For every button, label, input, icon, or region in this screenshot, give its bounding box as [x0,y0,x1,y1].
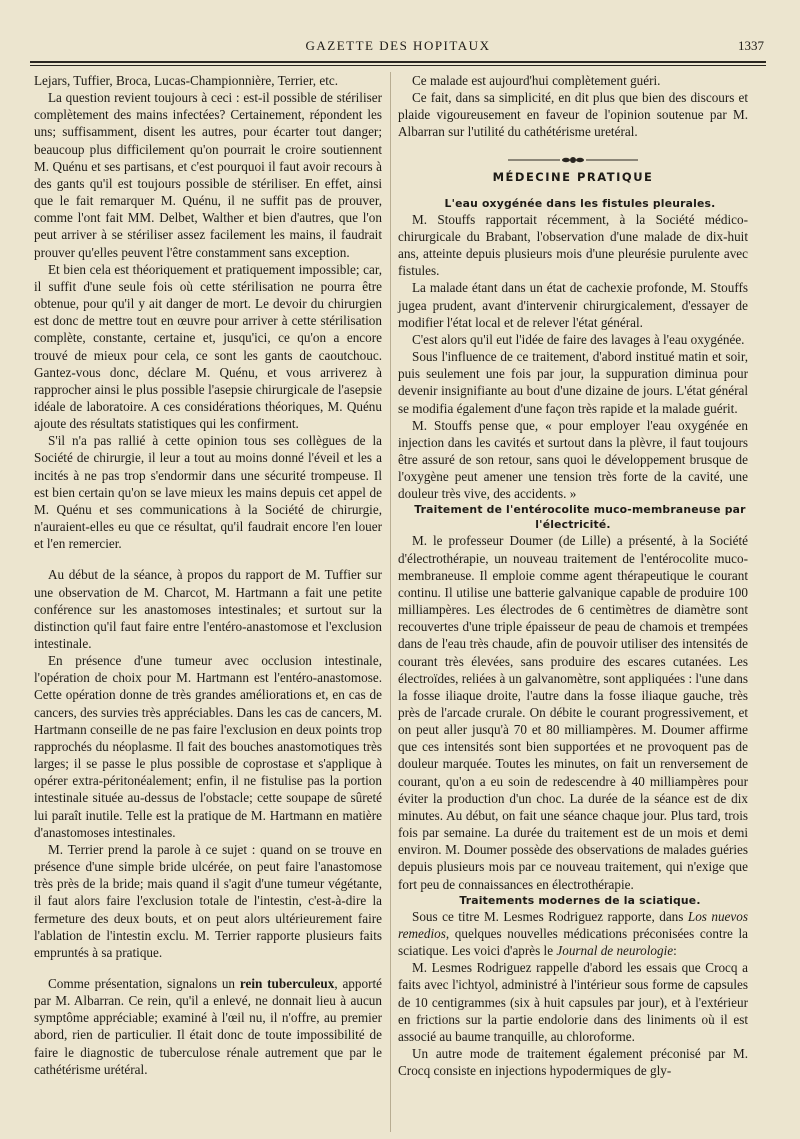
paragraph: Un autre mode de traitement également préconisé par M. Crocq consiste en injections hypodermiques de gly- [398,1045,748,1079]
italic-title: Journal de neurologie [556,943,674,959]
paragraph: Sous l'influence de ce traitement, d'abord institué matin et soir, puis seulement une fois par jour, la suppuration diminua pour devenir insignifiante au bout d'une dizaine de jours. L'état général se modifia également d'une façon très rapide et la malade guérit. [398,349,748,416]
paragraph: M. Stouffs pense que, « pour employer l'eau oxygénée en injection dans les cavités et surtout dans la plèvre, il faut toujours être assuré de son retour, sans quoi le développement brusque de l'oxygène peut amener une tension très forte de la cavité, une douleur très vive, des accidents. » [398,417,748,502]
text-run: : [673,943,677,959]
text-run: , quelques nouvelles médications préconisées contre la sciatique. Les voici d'après le [398,925,748,959]
paragraph: Et bien cela est théoriquement et pratiquement impossible; car, il suffit d'une seule fois où cette stérilisation ne pourra être obtenue, pour qu'il y ait danger de mort. Le devoir du chirurgien est donc de mettre tout en œuvre pour arriver à cette stérilisation complète, constante, certaine et, jusqu'ici, ce qu'on a encore trouvé de mieux pour cela, ce sont les gants de caoutchouc. Gantez-vous donc, déclare M. Quénu, et vous arriverez à rapprocher ainsi le plus possible l'asepsie chirurgicale de l'asepsie idéale de laboratoire. A ces considérations théoriques, M. Quénu ajoute des résultats statistiques qui les confirment. [34,261,382,432]
paragraph: S'il n'a pas rallié à cette opinion tous ses collègues de la Société de chirurgie, il leur a tout au moins donné l'éveil et les a incités à ne pas trop s'endormir dans une sécurité trompeuse. Il est bien certain qu'on se lave mieux les mains depuis cet appel de M. Quénu et ses communications à la Société de chirurgie, n'auraient-elles eu que ce résultat, qu'il faudrait encore l'en louer et l'en remercier. [34,433,382,552]
ornamental-rule [398,151,748,161]
paragraph: Au début de la séance, à propos du rapport de M. Tuffier sur une observation de M. Charcot, M. Hartmann a fait une petite conférence sur les anastomoses intestinales; et surtout sur la distinction qu'il faut faire entre l'entéro-anastomose et l'exclusion intestinale. [34,567,382,651]
paragraph: Ce fait, dans sa simplicité, en dit plus que bien des discours et plaide vigoureusement en faveur de l'opinion soutenue par M. Albarran sur l'utilité du cathétérisme uretéral. [398,90,748,140]
italic-title: Los nuevos remedios [398,908,748,941]
paragraph: Lejars, Tuffier, Broca, Lucas-Championnière, Terrier, etc. [34,73,339,88]
paragraph: En présence d'une tumeur avec occlusion intestinale, l'opération de choix pour M. Hartmann est l'entéro-anastomose. Cette opération donne de très grandes améliorations et, en cas de cancers, des survies très appréciables. Dans les cas de cancers, M. Hartmann conseille de ne pas faire l'exclusion en deux points trop rapprochés du néoplasme. Il fait des bouches anastomotiques très larges; il se passe le plus possible de coprostase et s'applique à opérer extra-péritonéalement; enfin, il ne fistulise pas la portion intestinale située au-dessus de l'obstacle; cette soupape de sûreté lui paraît inutile. Telle est la pratique de M. Hartmann en matière d'anastomoses intestinales. [34,653,382,840]
paragraph: M. Stouffs rapportait récemment, à la Société médico-chirurgicale du Brabant, l'observation d'une malade de dix-huit ans, atteinte depuis plusieurs mois d'une pleurésie purulente avec fistules. [398,211,748,279]
page-header [30,36,766,60]
subsection-title: Traitement de l'entérocolite muco-membraneuse par l'électricité. [414,503,746,532]
paragraph: M. le professeur Doumer (de Lille) a présenté, à la Société d'électrothérapie, un nouveau traitement de l'entérocolite muco-membraneuse. Il emploie comme agent thérapeutique le courant continu. Il utilise une batterie galvanique capable de produire 100 milliampères. Les électrodes de 6 centimètres de diamètre sont recouvertes d'une triple épaisseur de peau de chamois et trempées dans de l'eau très chaude, afin de pouvoir utiliser des intensités de courant très élevées, sans produire des escares cutanées. Les électroïdes, reliées à un galvanomètre, sont appliquées : l'une dans la fosse iliaque droite, l'autre dans la fosse iliaque gauche, très près de l'arcade crurale. On débite le courant progressivement, et on peut aller jusqu'à 70 et 80 milliampères. M. Doumer affirme que ces intensités sont bien supportées et ne provoquent pas de douleur marquée. Toutes les minutes, on fait un renversement de courant, qu'on a eu soin de redescendre à 40 milliampères pour éviter la production d'un choc. La durée de la séance est de dix minutes. Au début, on fait une séance chaque jour. Plus tard, trois fois par semaine. La durée du traitement est de un mois et demi environ. M. Doumer possède des observations de malades guéries depuis plusieurs mois par ce nouveau traitement, qui n'exige que fort peu de connaissances en électrothérapie. [398,533,748,892]
paragraph: La malade étant dans un état de cachexie profonde, M. Stouffs jugea prudent, avant d'intervenir chirurgicalement, d'essayer de modifier l'état local et de relever l'état général. [398,280,748,330]
right-column [398,72,748,1079]
paragraph [34,975,382,1078]
bold-term: rein tuberculeux [239,975,335,991]
subsection-title: Traitements modernes de la sciatique. [459,893,701,907]
text-run: Comme présentation, signalons un [48,975,240,991]
header-rule-thin [30,65,766,66]
header-rule-thick [30,61,766,63]
subsection-title: L'eau oxygénée dans les fistules pleurales. [444,196,716,210]
journal-title: GAZETTE DES HOPITAUX [305,38,491,53]
section-heading: MÉDECINE PRATIQUE [492,169,654,184]
paragraph: M. Lesmes Rodriguez rappelle d'abord les essais que Crocq a faits avec l'ichtyol, administré à l'intérieur sous forme de capsules de 10 centigrammes (six à huit capsules par jour), et à l'extérieur en frictions sur la partie endolorie dans des liniments où il est associé au baume tranquille, au chloroforme. [398,960,748,1044]
paragraph: Ce malade est aujourd'hui complètement guéri. [412,73,661,88]
paragraph [398,908,748,959]
paragraph: M. Terrier prend la parole à ce sujet : quand on se trouve en présence d'une simple bride ulcérée, on peut faire l'anastomose très près de la bride; mais quand il s'agit d'une tumeur végétante, il faut alors faire l'exclusion totale de l'intestin, c'est-à-dire la fermeture des deux bouts, et on peut alors ultérieurement faire l'ablation de l'intestin exclu. M. Terrier rapporte plusieurs faits empruntés à sa pratique. [34,841,382,960]
text-run: , apporté par M. Albarran. Ce rein, qu'il a enlevé, ne donnait lieu à aucun symptôme appréciable; examiné à l'œil nu, il n'offre, au premier abord, rien de particulier. Il était donc de toute impossibilité de faire le diagnostic de tuberculose rénale autrement que par le cathétérisme urétéral. [34,975,383,1077]
column-divider [390,72,391,1132]
page-number: 1337 [738,38,764,53]
ornament-icon [508,156,638,164]
paragraph: C'est alors qu'il eut l'idée de faire des lavages à l'eau oxygénée. [412,331,745,347]
text-run: Sous ce titre M. Lesmes Rodriguez rapporte, dans [412,908,688,924]
paragraph: La question revient toujours à ceci : est-il possible de stériliser complètement des mains infectées? Certainement, répondent les uns; suffisamment, disent les autres, pour écarter tout danger; beaucoup plus difficilement qu'on pourrait le croire soutiennent M. Quénu et ses partisans, et c'est pourquoi il faut avoir recours à des gants qu'il est toujours possible de stériliser. En effet, ainsi que le fait remarquer M. Quénu, il ne suffit pas de prouver, comme l'ont fait MM. Delbet, Walther et bien d'autres, que l'on peut arriver à se stériliser assez facilement les mains, il faudrait prouver qu'elles peuvent l'être constamment sans exception. [34,90,382,260]
left-column [34,72,382,1078]
